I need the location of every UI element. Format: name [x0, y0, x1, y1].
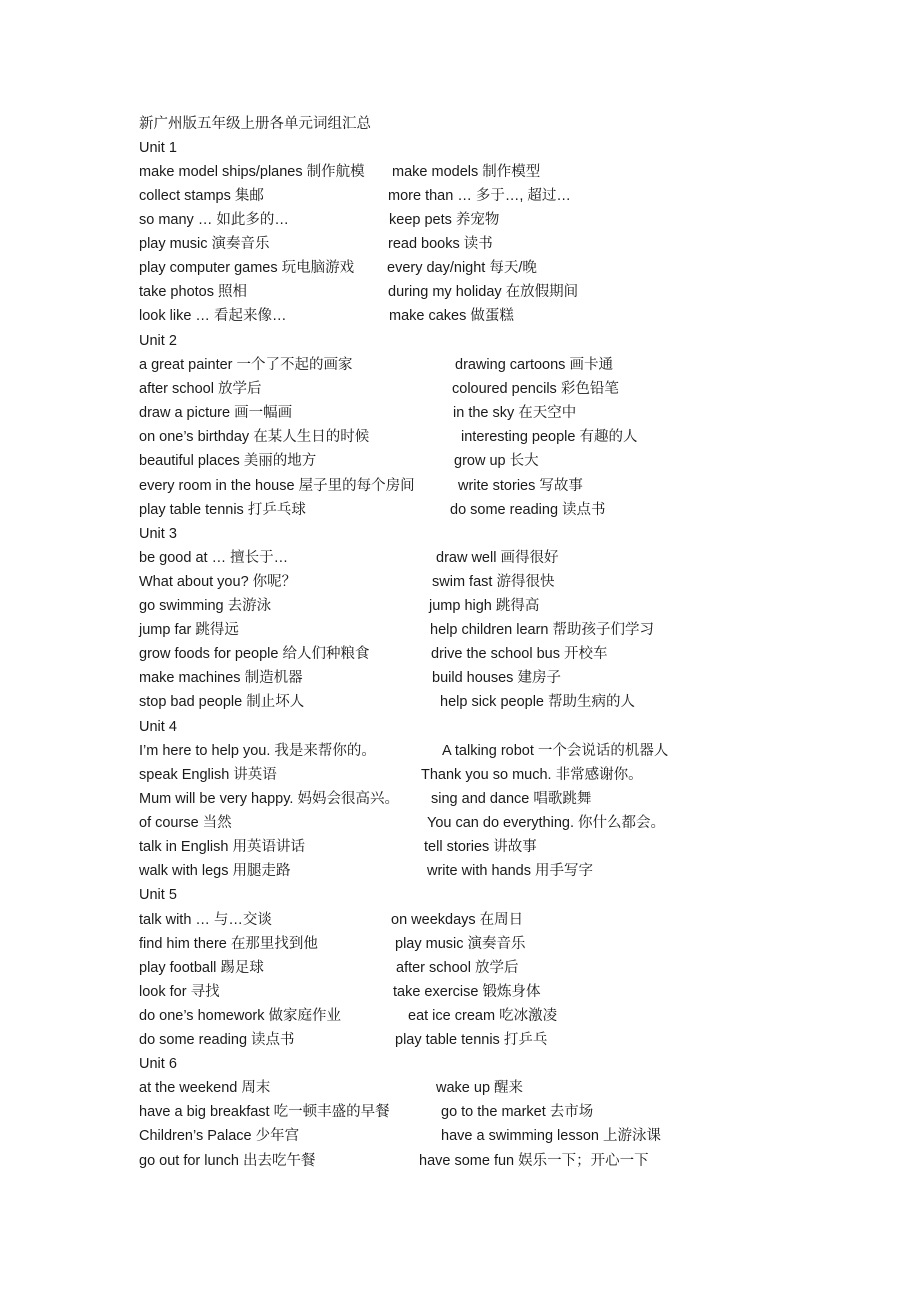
phrase-left: play table tennis 打乒乓球	[139, 502, 306, 518]
phrase-right: write with hands 用手写字	[427, 863, 593, 879]
phrase-left: walk with legs 用腿走路	[139, 863, 291, 879]
phrase-right: make models 制作模型	[392, 164, 541, 180]
phrase-left: every room in the house 屋子里的每个房间	[139, 478, 415, 494]
phrase-right: in the sky 在天空中	[453, 405, 577, 421]
phrase-right: go to the market 去市场	[441, 1104, 594, 1120]
phrase-right: do some reading 读点书	[450, 502, 606, 518]
unit-heading: Unit 4	[139, 719, 177, 735]
phrase-right: play table tennis 打乒乓	[395, 1032, 548, 1048]
phrase-right: coloured pencils 彩色铅笔	[452, 381, 619, 397]
phrase-right: wake up 醒来	[436, 1080, 524, 1096]
phrase-left: do one’s homework 做家庭作业	[139, 1008, 342, 1024]
phrase-right: jump high 跳得高	[429, 598, 540, 614]
phrase-right: after school 放学后	[396, 960, 519, 976]
phrase-left: so many … 如此多的…	[139, 212, 289, 228]
phrase-left: be good at … 擅长于…	[139, 550, 289, 566]
phrase-left: Mum will be very happy. 妈妈会很高兴。	[139, 791, 399, 807]
phrase-right: have a swimming lesson 上游泳课	[441, 1128, 661, 1144]
phrase-left: have a big breakfast 吃一顿丰盛的早餐	[139, 1104, 390, 1120]
phrase-right: on weekdays 在周日	[391, 912, 524, 928]
phrase-right: sing and dance 唱歌跳舞	[431, 791, 592, 807]
phrase-right: keep pets 养宠物	[389, 212, 500, 228]
phrase-left: on one’s birthday 在某人生日的时候	[139, 429, 370, 445]
phrase-right: drive the school bus 开校车	[431, 646, 608, 662]
unit-heading: Unit 6	[139, 1056, 177, 1072]
unit-heading: Unit 1	[139, 140, 177, 156]
phrase-right: Thank you so much. 非常感谢你。	[421, 767, 643, 783]
unit-heading: Unit 2	[139, 333, 177, 349]
phrase-left: go swimming 去游泳	[139, 598, 272, 614]
phrase-right: grow up 长大	[454, 453, 539, 469]
phrase-left: What about you? 你呢？	[139, 574, 297, 590]
phrase-right: A talking robot 一个会说话的机器人	[442, 743, 669, 759]
phrase-left: stop bad people 制止坏人	[139, 694, 305, 710]
phrase-left: look like … 看起来像…	[139, 308, 287, 324]
phrase-left: after school 放学后	[139, 381, 262, 397]
phrase-left: beautiful places 美丽的地方	[139, 453, 317, 469]
phrase-right: make cakes 做蛋糕	[389, 308, 514, 324]
phrase-left: make machines 制造机器	[139, 670, 303, 686]
phrase-left: do some reading 读点书	[139, 1032, 295, 1048]
phrase-left: play football 踢足球	[139, 960, 264, 976]
phrase-right: take exercise 锻炼身体	[393, 984, 541, 1000]
phrase-left: talk in English 用英语讲话	[139, 839, 305, 855]
phrase-right: read books 读书	[388, 236, 493, 252]
phrase-right: write stories 写故事	[458, 478, 583, 494]
phrase-right: more than … 多于…, 超过…	[388, 188, 571, 204]
phrase-right: draw well 画得很好	[436, 550, 559, 566]
phrase-left: play computer games 玩电脑游戏	[139, 260, 355, 276]
phrase-left: grow foods for people 给人们种粮食	[139, 646, 370, 662]
phrase-left: Children’s Palace 少年宫	[139, 1128, 300, 1144]
phrase-right: have some fun 娱乐一下；开心一下	[419, 1153, 649, 1169]
phrase-left: speak English 讲英语	[139, 767, 277, 783]
phrase-left: a great painter 一个了不起的画家	[139, 357, 353, 373]
phrase-right: tell stories 讲故事	[424, 839, 537, 855]
phrase-left: collect stamps 集邮	[139, 188, 264, 204]
phrase-right: play music 演奏音乐	[395, 936, 526, 952]
phrase-right: build houses 建房子	[432, 670, 561, 686]
unit-heading: Unit 3	[139, 526, 177, 542]
phrase-right: eat ice cream 吃冰激凌	[408, 1008, 558, 1024]
phrase-left: talk with … 与…交谈	[139, 912, 272, 928]
phrase-right: every day/night 每天/晚	[387, 260, 537, 276]
phrase-right: help sick people 帮助生病的人	[440, 694, 636, 710]
phrase-right: You can do everything. 你什么都会。	[427, 815, 666, 831]
phrase-right: during my holiday 在放假期间	[388, 284, 579, 300]
phrase-left: of course 当然	[139, 815, 232, 831]
document-title: 新广州版五年级上册各单元词组汇总	[139, 116, 371, 132]
phrase-left: go out for lunch 出去吃午餐	[139, 1153, 316, 1169]
phrase-right: drawing cartoons 画卡通	[455, 357, 613, 373]
phrase-left: find him there 在那里找到他	[139, 936, 318, 952]
phrase-left: take photos 照相	[139, 284, 247, 300]
phrase-right: swim fast 游得很快	[432, 574, 555, 590]
phrase-left: at the weekend 周末	[139, 1080, 271, 1096]
phrase-left: look for 寻找	[139, 984, 220, 1000]
phrase-left: draw a picture 画一幅画	[139, 405, 293, 421]
phrase-left: I’m here to help you. 我是来帮你的。	[139, 743, 376, 759]
phrase-left: jump far 跳得远	[139, 622, 239, 638]
phrase-right: help children learn 帮助孩子们学习	[430, 622, 655, 638]
unit-heading: Unit 5	[139, 887, 177, 903]
phrase-right: interesting people 有趣的人	[461, 429, 638, 445]
phrase-left: make model ships/planes 制作航模	[139, 164, 365, 180]
phrase-left: play music 演奏音乐	[139, 236, 270, 252]
